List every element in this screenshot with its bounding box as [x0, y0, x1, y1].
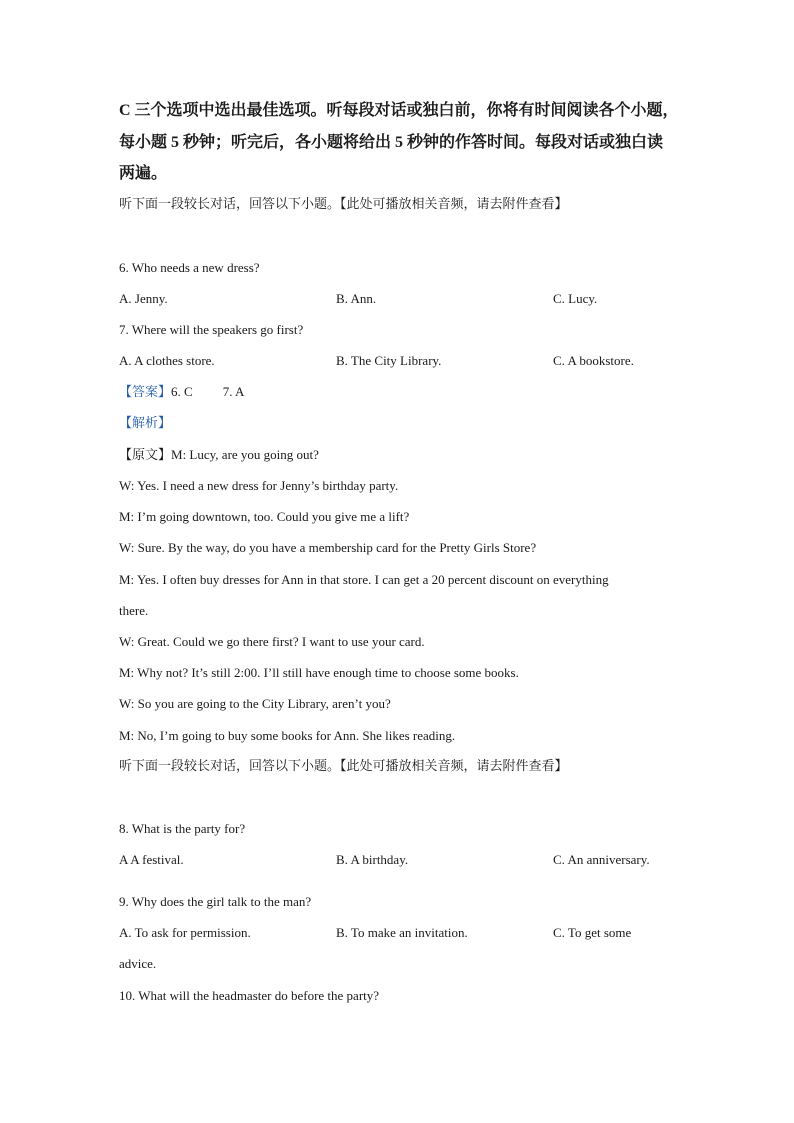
transcript-line: W: Yes. I need a new dress for Jenny’s birthday party. — [119, 478, 399, 493]
question-9: 9. Why does the girl talk to the man? — [119, 894, 312, 909]
q8-option-b: B. A birthday. — [336, 852, 409, 867]
q9-option-b: B. To make an invitation. — [336, 925, 468, 940]
transcript-line: W: So you are going to the City Library, aren’t you? — [119, 696, 391, 711]
instructions-line-3: 两遍。 — [119, 165, 168, 182]
q7-option-c: C. A bookstore. — [553, 353, 634, 368]
answer-7: 7. A — [222, 384, 245, 399]
section2-prompt: 听下面一段较长对话，回答以下小题。【此处可播放相关音频，请去附件查看】 — [119, 759, 568, 774]
transcript-line: M: No, I’m going to buy some books for Ann. She likes reading. — [119, 728, 456, 743]
transcript-line: M: I’m going downtown, too. Could you give me a lift? — [119, 509, 410, 524]
q6-option-c: C. Lucy. — [553, 291, 598, 306]
question-6: 6. Who needs a new dress? — [119, 260, 260, 275]
q7-option-b: B. The City Library. — [336, 353, 442, 368]
transcript-line: W: Great. Could we go there first? I want to use your card. — [119, 634, 425, 649]
section1-prompt: 听下面一段较长对话，回答以下小题。【此处可播放相关音频，请去附件查看】 — [119, 197, 568, 212]
q8-option-a: A A festival. — [119, 852, 184, 867]
original-label: 【原文】 — [119, 448, 172, 463]
q6-option-a: A. Jenny. — [119, 291, 168, 306]
instructions-line-2: 每小题 5 秒钟；听完后，各小题将给出 5 秒钟的作答时间。每段对话或独白读 — [119, 134, 664, 151]
q9-option-c: C. To get some — [553, 925, 632, 940]
transcript-line: M: Why not? It’s still 2:00. I’ll still have enough time to choose some books. — [119, 665, 519, 680]
analysis-line — [119, 414, 171, 433]
q9-option-c-continued: advice. — [119, 956, 157, 971]
question-8: 8. What is the party for? — [119, 821, 246, 836]
question-10: 10. What will the headmaster do before the party? — [119, 988, 380, 1003]
instructions-line-1: C 三个选项中选出最佳选项。听每段对话或独白前，你将有时间阅读各个小题， — [119, 102, 679, 119]
q7-option-a: A. A clothes store. — [119, 353, 215, 368]
transcript-line: 【原文】M: Lucy, are you going out? — [119, 447, 319, 463]
answer-line — [119, 383, 244, 402]
transcript-line: W: Sure. By the way, do you have a membership card for the Pretty Girls Store? — [119, 540, 537, 555]
question-7: 7. Where will the speakers go first? — [119, 322, 304, 337]
answer-6: 6. C — [171, 384, 193, 399]
answer-label: 【答案】 — [119, 385, 172, 400]
transcript-line: there. — [119, 603, 149, 618]
q6-option-b: B. Ann. — [336, 291, 377, 306]
q9-option-a: A. To ask for permission. — [119, 925, 251, 940]
analysis-label: 【解析】 — [119, 416, 172, 431]
q8-option-c: C. An anniversary. — [553, 852, 650, 867]
transcript-line: M: Yes. I often buy dresses for Ann in that store. I can get a 20 percent discount on everything — [119, 572, 609, 587]
